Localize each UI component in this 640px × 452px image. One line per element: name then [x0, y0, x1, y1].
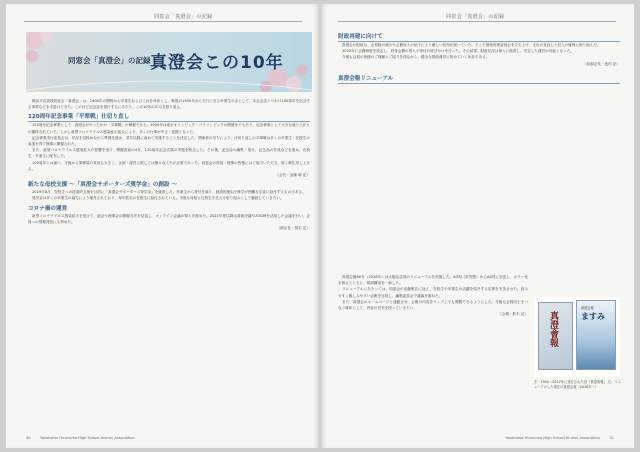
- body-paragraph: 120周年記念事業として、真澄会が行ったのが「平翠戦」の開催である。2020年は東京オリンピック・パラリンピックの開催年でもあり、記念事業として大きな盛り上がりが期待されていた。しかし新型コロナウイルス感染症の拡大により、多くの行事が中止・延期となった。: [28, 123, 310, 134]
- journal-footer-right: Yokohama Hiranuma High School Alumni Association: [505, 436, 600, 440]
- old-bulletin-title: 真澄會報: [548, 311, 558, 347]
- photo-caption: 左：1952～2017年に発行された旧『真澄會報』 右：リニューアルした現在の真澄会報（2018年～）: [534, 380, 621, 389]
- left-article-body: [28, 98, 310, 231]
- author-signature: （会長・加藤 敏 記）: [275, 173, 310, 178]
- body-paragraph: 今後も会員の皆様のご理解とご協力を得ながら、健全な財政運営に努めていく所存である。: [342, 55, 490, 60]
- author-signature: （会報・鈴木 記）: [498, 312, 528, 317]
- right-article-body-bottom: [338, 274, 528, 317]
- body-paragraph: 2019年8月、在校生への経済的支援を目的に「真澄会サポーターズ奨学金」を創設した。卒業生から寄付を募り、経済的理由で修学が困難な生徒に給付するものである。: [32, 190, 306, 195]
- page-number-right: 31: [609, 436, 614, 440]
- banner-subtitle: 同窓会「真澄会」の記録: [68, 56, 151, 65]
- body-paragraph: 2020年に会費制度を改定し、終身会費の導入や寄付の呼びかけを行った。その結果、財政状況は徐々に改善し、安定した運営が可能となった。: [342, 49, 574, 54]
- author-signature: （副会長・岡本 記）: [276, 226, 310, 231]
- body-paragraph: また、新型コロナウイルス感染拡大の影響を受け、開催直前の4月、120周年記念式典の実施を断念した。その後、記念誌の編集・発行、記念品の作成などを進め、在校生・卒業生に配布した。: [28, 148, 310, 159]
- page-number-left: 30: [26, 436, 31, 440]
- new-bulletin-title: ますみ: [581, 312, 605, 321]
- article-banner: [26, 32, 312, 92]
- running-head-left: 同窓会「真澄会」の記録: [154, 14, 213, 20]
- body-paragraph: また、真澄会のホームページと連動させ、会報の内容をウェブ上でも閲覧できるようにした。今後も会員同士をつなぐ媒体として、内容の充実を図っていきたい。: [338, 299, 528, 311]
- body-paragraph: 真澄会の財政は、会員数の減少や会費収入の低下により厳しい状況が続いていた。そこで財政再建委員会を立ち上げ、支出の見直しと収入の確保に取り組んだ。: [342, 43, 601, 47]
- new-bulletin-small-label: 真澄会報: [581, 306, 594, 310]
- body-paragraph: 奨学金は多くの卒業生の協力により運営されており、毎年数名の在校生に給付されている。今後も母校と在校生を支える取り組みとして継続していきたい。: [32, 196, 284, 201]
- section-heading-bulletin: 真澄会報リニューアル: [338, 75, 620, 84]
- journal-footer-left: Yokohama Hiranuma High School Alumni Association: [40, 436, 135, 440]
- body-paragraph: 真澄会報80号（2018年）は大幅な誌面のリニューアルを実施した。A3判（折判型）からA4判に変更し、カラー化を図るとともに、紙面構成を一新した。: [338, 275, 528, 286]
- left-page: [6, 4, 320, 448]
- bulletin-photo: [534, 297, 620, 377]
- section-heading-finance: 財政再建に向けて: [338, 33, 620, 42]
- right-article-body-top: [338, 30, 620, 84]
- body-paragraph: 新型コロナウイルス感染拡大を受けて、総会や理事会の開催方法を見直し、オンライン会議の導入を進めた。2021年度以降は書面決議やZOOMを活用した会議を行い、会員への情報発信にも努めた。: [28, 213, 310, 224]
- new-bulletin-cover: [576, 300, 616, 370]
- running-head-right: 同窓会「真澄会」の記録: [446, 14, 505, 20]
- section-heading-heisui: 120周年記念事業「平翠戦」仕切り直し: [28, 113, 310, 122]
- old-bulletin-cover: [538, 302, 573, 370]
- right-page: [320, 4, 634, 448]
- intro-paragraph: 横浜平沼高校同窓会「真澄会」は、1900年の開校から卒業生およびこれを母体とし、戦後の1950年から今日に至る卒業生の会として、本会会誌とりわけ100周年を記念する事業などを手掛けてきた。このほど記念誌を発行するにあたり、この10年の歩みを振り返る。: [28, 99, 310, 110]
- body-paragraph: 100周年とは違い、今後から事務局の負担も大きく、企画・運営に際しては様々な工夫が必要であった。同窓会の役員・理事の皆様にはご協力いただき、厚く御礼申し上げる。: [28, 160, 310, 171]
- body-paragraph: リニューアルにあたっては、同窓会の活動報告に加え、在校生や卒業生の活躍を紹介する記事を充実させた。読みやすく親しみやすい会報を目指し、編集委員会で議論を重ねた。: [338, 287, 528, 298]
- header-rule: [24, 21, 302, 22]
- author-signature: （前副会長・池内 記）: [582, 61, 620, 66]
- section-heading-corona: コロナ禍の運営: [28, 205, 68, 212]
- magazine-spread: [6, 4, 634, 448]
- section-heading-scholarship: 新たな母校支援 〜「真澄会サポーターズ奨学金」の創設 〜: [28, 182, 178, 189]
- body-paragraph: 記念事業実行委員会は、状況を見極めながら準備を進め、翌年以降に改めて実施することを決定した。関係者の尽力により、仕切り直しの平翠戦は多くの卒業生・在校生の参加を得て無事に開催された。: [28, 135, 310, 147]
- banner-title: 真澄会この10年: [150, 53, 284, 73]
- header-rule: [338, 21, 616, 22]
